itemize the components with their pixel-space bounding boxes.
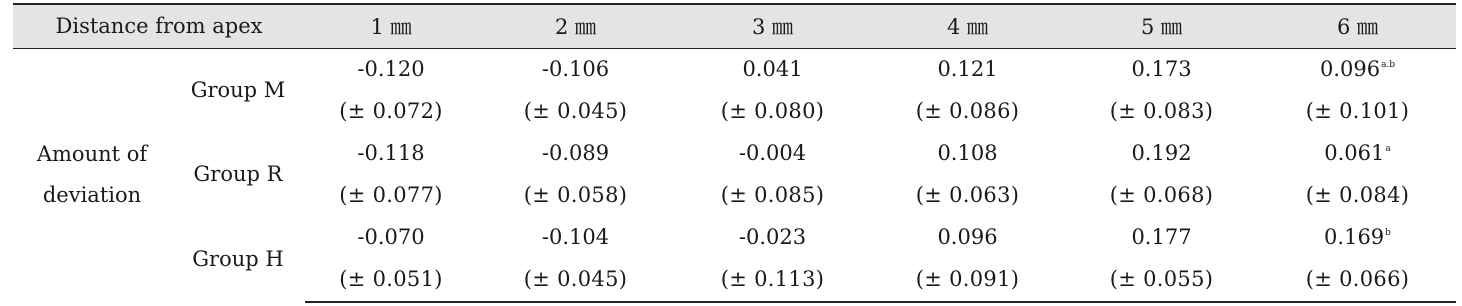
mean-cell: 0.192 — [1131, 141, 1192, 165]
sd-cell: (± 0.051) — [305, 259, 477, 302]
sd-cell: (± 0.091) — [871, 259, 1064, 302]
sd-cell: (± 0.113) — [674, 259, 871, 302]
sd-cell: (± 0.068) — [1109, 183, 1214, 207]
mean-value: 0.169 — [1324, 225, 1385, 249]
sd-cell: (± 0.055) — [1064, 259, 1259, 302]
table-row-group-r-mean — [13, 133, 1456, 175]
significance-superscript: b — [1385, 228, 1391, 238]
mean-cell: -0.070 — [357, 225, 425, 249]
header-col-3mm: 3 ㎜ — [674, 4, 871, 48]
sd-cell: (± 0.101) — [1305, 99, 1410, 123]
table-row-group-m-mean — [13, 48, 1456, 91]
mean-cell: -0.023 — [738, 225, 807, 249]
mean-cell: -0.089 — [541, 141, 610, 165]
header-col-1mm: 1 ㎜ — [305, 4, 477, 48]
mean-cell: -0.104 — [541, 225, 610, 249]
sd-cell: (± 0.045) — [523, 99, 628, 123]
sd-cell: (± 0.086) — [915, 99, 1020, 123]
mean-cell: 0.121 — [937, 57, 998, 81]
group-label: Group R — [193, 162, 283, 186]
mean-cell: -0.120 — [357, 57, 425, 81]
mean-cell: -0.118 — [357, 141, 425, 165]
mean-cell: 0.108 — [937, 141, 998, 165]
mean-cell — [1259, 133, 1456, 175]
sd-cell: (± 0.072) — [339, 99, 443, 123]
mean-value: 0.061 — [1324, 141, 1385, 165]
deviation-table — [13, 3, 1456, 303]
table-container — [13, 3, 1456, 303]
sd-cell: (± 0.066) — [1259, 259, 1456, 302]
mean-cell: -0.106 — [541, 57, 610, 81]
mean-value: 0.096 — [1319, 57, 1381, 81]
row-label-amount-of-deviation — [13, 48, 171, 302]
header-col-2mm: 2 ㎜ — [477, 4, 674, 48]
mean-cell — [1259, 217, 1456, 259]
row-label-line1: Amount of — [36, 142, 148, 167]
mean-cell: -0.004 — [738, 141, 807, 165]
header-col-6mm: 6 ㎜ — [1259, 4, 1456, 48]
sd-cell: (± 0.083) — [1109, 99, 1214, 123]
mean-cell: 0.177 — [1131, 225, 1192, 249]
sd-cell: (± 0.080) — [720, 99, 825, 123]
sd-cell: (± 0.045) — [477, 259, 674, 302]
mean-cell: 0.173 — [1131, 57, 1192, 81]
header-row — [13, 4, 1456, 48]
table-row-group-h-mean — [13, 217, 1456, 259]
mean-cell — [1259, 48, 1456, 91]
header-label: Distance from apex — [13, 4, 305, 48]
sd-cell: (± 0.085) — [720, 183, 825, 207]
sd-cell: (± 0.058) — [523, 183, 628, 207]
group-label: Group H — [192, 246, 284, 271]
sd-cell: (± 0.063) — [915, 183, 1020, 207]
sd-cell: (± 0.084) — [1305, 183, 1410, 207]
row-label-line2: deviation — [42, 183, 142, 207]
header-col-5mm: 5 ㎜ — [1064, 4, 1259, 48]
header-col-4mm: 4 ㎜ — [871, 4, 1064, 48]
significance-superscript: a — [1385, 144, 1391, 154]
sd-cell: (± 0.077) — [339, 183, 443, 207]
group-label: Group M — [190, 78, 286, 102]
significance-superscript: a.b — [1381, 60, 1396, 70]
mean-cell: 0.096 — [937, 225, 998, 249]
mean-cell: 0.041 — [742, 57, 803, 81]
